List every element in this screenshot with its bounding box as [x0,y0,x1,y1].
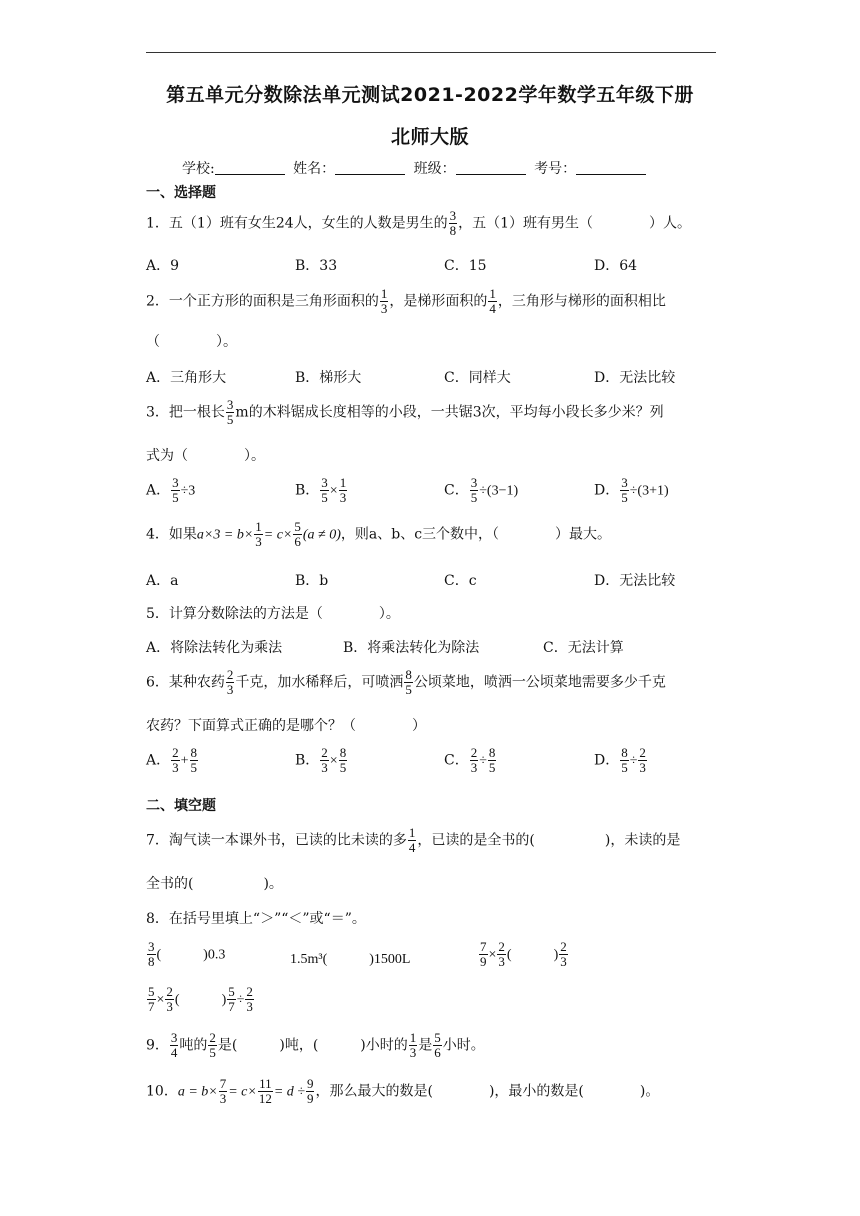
q6-option-c[interactable]: C． $\frac{2}{3}$ ÷ $\frac{8}{5}$ [444,745,496,775]
q2-line-2: （ ）。 [146,334,237,350]
name-blank[interactable] [335,161,405,175]
q2-option-a[interactable]: A．三角形大 [146,370,227,386]
q8-item-2: 1.5m³( )1500L [290,952,411,967]
q1-option-b[interactable]: B．33 [295,258,338,274]
q4-option-b[interactable]: B．b [295,573,329,589]
question-2: 2．一个正方形的面积是三角形面积的 $\frac{1}{3}$ ，是梯形面积的 $\frac{1}{4}$ ，三角形与梯形的面积相比 [146,286,666,316]
question-6: 6．某种农药 $\frac{2}{3}$ 千克，加水稀释后，可喷洒 $\frac{8}{5}$ 公顷菜地，喷洒一公顷菜地需要多少千克 [146,667,666,697]
q3-option-c[interactable]: C． $\frac{3}{5}$ ÷(3−1) [444,475,519,505]
q2-option-d[interactable]: D．无法比较 [594,370,676,386]
q6-line-2: 农药？下面算式正确的是哪个？（ ） [146,718,426,734]
q4-option-d[interactable]: D．无法比较 [594,573,676,589]
q3-line-2: 式为（ ）。 [146,448,265,464]
q6-option-a[interactable]: A． $\frac{2}{3}$ + $\frac{8}{5}$ [146,745,198,775]
q3-option-b[interactable]: B． $\frac{3}{5}$ × $\frac{1}{3}$ [295,475,347,505]
name-label: 姓名： [293,161,336,177]
q2-option-c[interactable]: C．同样大 [444,370,511,386]
question-1 [146,209,691,238]
q1-text: 1．五（1）班有女生24人，女生的人数是男生的 [146,215,448,232]
q3-option-d[interactable]: D． $\frac{3}{5}$ ÷(3+1) [594,475,669,505]
question-9: 9． $\frac{3}{4}$ 吨的 $\frac{2}{5}$ 是( )吨，( )小时的 $\frac{1}{3}$ 是 $\frac{5}{6}$ 小时。 [146,1030,485,1060]
exam-no-blank[interactable] [576,161,646,175]
question-3: 3．把一根长 $\frac{3}{5}$ m的木料锯成长度相等的小段，一共锯3次，平均每小段长多少米？列 [146,397,664,427]
school-label: 学校: [182,161,215,177]
q8-item-4: $\frac{5}{7}$ × $\frac{2}{3}$ ( ) $\frac{5}{7}$ ÷ $\frac{2}{3}$ [148,984,253,1014]
question-5: 5．计算分数除法的方法是（ ）。 [146,606,400,622]
question-8: 8．在括号里填上“＞”“＜”或“＝”。 [146,911,366,927]
title-line-2: 北师大版 [390,126,469,148]
title-line-1: 第五单元分数除法单元测试2021-2022学年数学五年级下册 [166,84,694,106]
q5-option-b[interactable]: B．将乘法转化为除法 [343,640,480,656]
section-fill: 二、填空题 [146,798,216,814]
q4-option-c[interactable]: C．c [444,573,477,589]
fraction: $\frac{1}{3}$ [380,286,388,316]
q5-option-c[interactable]: C．无法计算 [543,640,624,656]
q5-option-a[interactable]: A．将除法转化为乘法 [146,640,283,656]
q3-option-a[interactable]: A． $\frac{3}{5}$ ÷3 [146,475,196,505]
q6-option-b[interactable]: B． $\frac{2}{3}$ × $\frac{8}{5}$ [295,745,347,775]
fraction: $\frac{3}{8}$ [449,208,457,238]
q6-option-d[interactable]: D． $\frac{8}{5}$ ÷ $\frac{2}{3}$ [594,745,646,775]
exam-no-label: 考号： [534,161,577,177]
fraction: $\frac{1}{4}$ [489,286,496,316]
school-blank[interactable] [215,161,285,175]
q1-option-c[interactable]: C．15 [444,258,487,274]
q1-option-a[interactable]: A．9 [146,258,180,274]
class-blank[interactable] [456,161,526,175]
q8-item-3: $\frac{7}{9}$ × $\frac{2}{3}$ ( ) $\frac{2}{3}$ [480,939,567,969]
q2-option-b[interactable]: B．梯形大 [295,370,362,386]
q1-text-2: ，五（1）班有男生（ ）人。 [458,215,692,232]
fraction: $\frac{3}{5}$ [226,397,234,427]
question-4: 4．如果a×3 = b× $\frac{1}{3}$ = c× $\frac{5}{6}$ (a ≠ 0)，则a、b、c三个数中，（ ）最大。 [146,519,612,549]
section-choice: 一、选择题 [146,185,216,201]
question-10: 10．a = b× $\frac{7}{3}$ = c× $\frac{11}{12}$ = d ÷ $\frac{9}{9}$ ，那么最大的数是( )，最小的数是( )。 [146,1076,660,1106]
q1-option-d[interactable]: D．64 [594,258,638,274]
q4-option-a[interactable]: A．a [146,573,179,589]
question-7: 7．淘气读一本课外书，已读的比未读的多 $\frac{1}{4}$ ，已读的是全书的( )，未读的是 [146,825,681,855]
top-rule [146,52,716,53]
q8-item-1: $\frac{3}{8}$ ( )0.3 [148,939,226,969]
q7-line-2: 全书的( )。 [146,876,283,892]
class-label: 班级： [413,161,456,177]
student-info [182,158,650,178]
